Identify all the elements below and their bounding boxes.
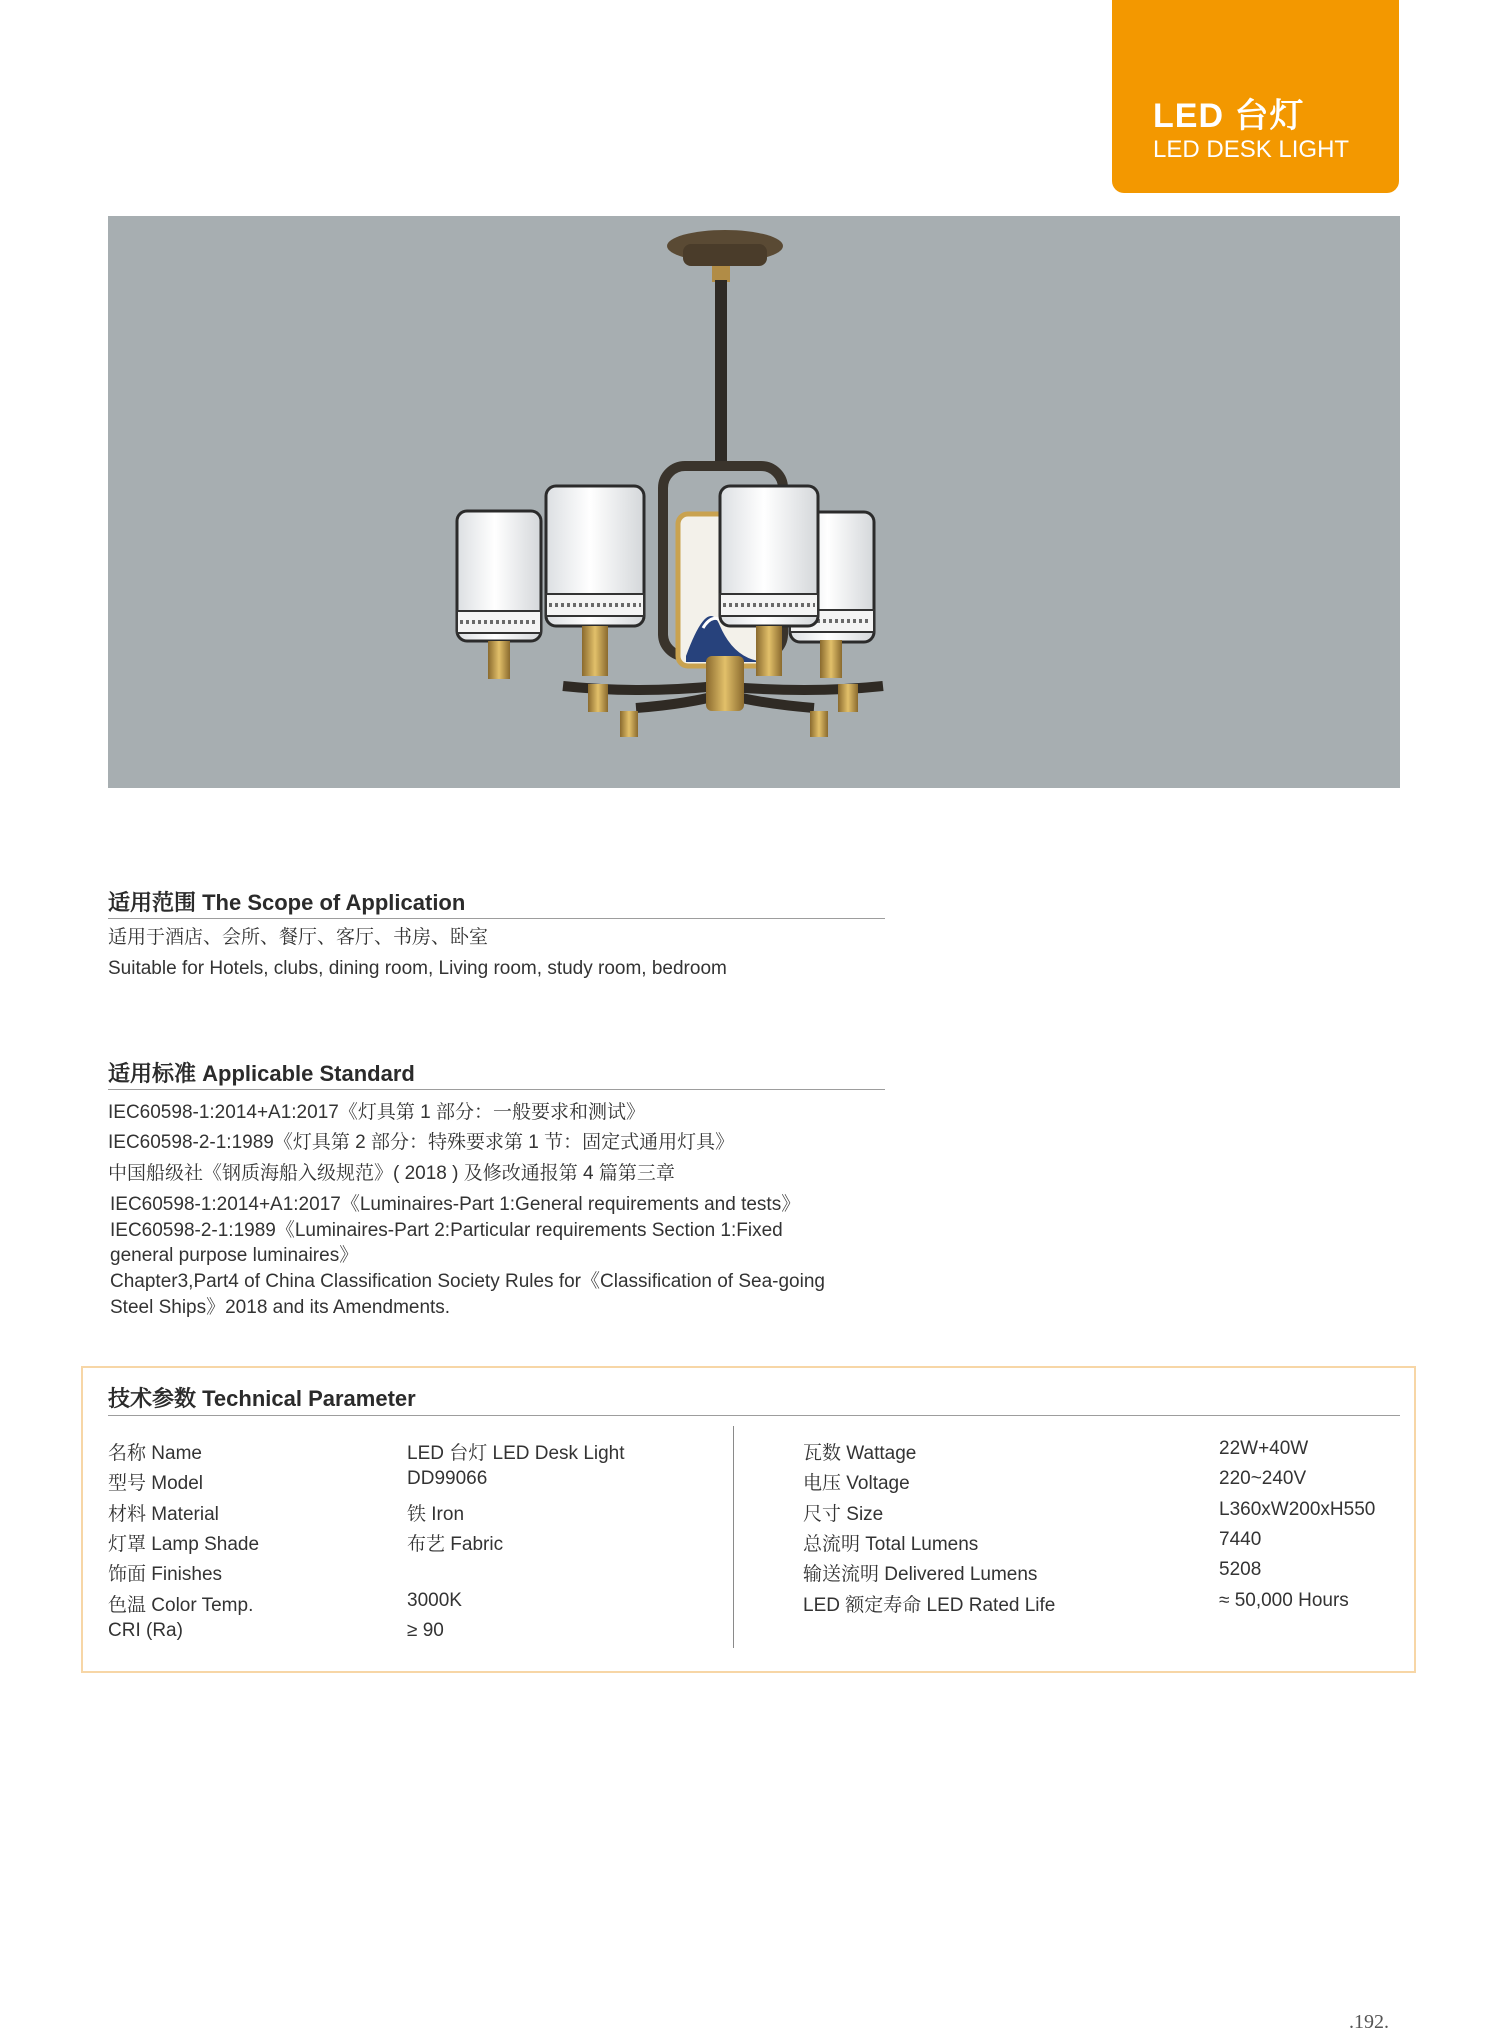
param-value: DD99066: [407, 1468, 488, 1489]
category-title-en: LED DESK LIGHT: [1153, 136, 1350, 163]
param-value: 3000K: [407, 1590, 462, 1611]
param-label: 色温 Color Temp.: [108, 1595, 254, 1616]
param-value: L360xW200xH550: [1219, 1499, 1376, 1520]
standard-title: 适用标准 Applicable Standard: [108, 1061, 415, 1086]
standard-line: IEC60598-1:2014+A1:2017《Luminaires-Part 1:General requirements and tests》: [110, 1194, 801, 1215]
param-value: 5208: [1219, 1559, 1262, 1580]
param-label: 饰面 Finishes: [108, 1564, 223, 1585]
param-label: 总流明 Total Lumens: [803, 1534, 979, 1555]
scope-line-en: Suitable for Hotels, clubs, dining room, Living room, study room, bedroom: [108, 958, 727, 979]
scope-divider: [108, 918, 885, 919]
param-value: ≈ 50,000 Hours: [1219, 1590, 1349, 1611]
param-value: LED 台灯 LED Desk Light: [407, 1443, 625, 1464]
param-value: 7440: [1219, 1529, 1262, 1550]
param-label: 型号 Model: [108, 1473, 204, 1494]
standard-line: IEC60598-2-1:1989《灯具第 2 部分：特殊要求第 1 节：固定式通用灯具》: [108, 1132, 735, 1153]
param-label: 瓦数 Wattage: [803, 1443, 917, 1464]
page-number: .192.: [1349, 2011, 1389, 2033]
standard-divider: [108, 1089, 885, 1090]
standard-line: IEC60598-1:2014+A1:2017《灯具第 1 部分：一般要求和测试》: [108, 1102, 645, 1123]
standard-line: IEC60598-2-1:1989《Luminaires-Part 2:Particular requirements Section 1:Fixed: [110, 1220, 783, 1241]
param-value: ≥ 90: [407, 1620, 444, 1641]
param-label: LED 额定寿命 LED Rated Life: [803, 1595, 1056, 1616]
scope-title: 适用范围 The Scope of Application: [108, 890, 466, 915]
param-label: 尺寸 Size: [803, 1504, 884, 1525]
standard-line: Chapter3,Part4 of China Classification Society Rules for《Classification of Sea-going: [110, 1271, 825, 1292]
params-column-divider: [733, 1426, 734, 1648]
param-label: 灯罩 Lamp Shade: [108, 1534, 260, 1555]
params-title: 技术参数 Technical Parameter: [108, 1386, 416, 1411]
category-tab: [1112, 0, 1399, 193]
param-label: 电压 Voltage: [803, 1473, 910, 1494]
category-title-cn: LED 台灯: [1153, 97, 1305, 135]
params-divider: [108, 1415, 1400, 1416]
standard-line: 中国船级社《钢质海船入级规范》( 2018 ) 及修改通报第 4 篇第三章: [108, 1163, 675, 1184]
param-value: 铁 Iron: [407, 1504, 465, 1525]
scope-line-cn: 适用于酒店、会所、餐厅、客厅、书房、卧室: [108, 927, 489, 948]
param-label: 名称 Name: [108, 1443, 202, 1464]
product-photo: [108, 216, 1400, 788]
param-label: 材料 Material: [108, 1504, 219, 1525]
param-value: 布艺 Fabric: [407, 1534, 504, 1555]
standard-line: Steel Ships》2018 and its Amendments.: [110, 1297, 451, 1318]
standard-line: general purpose luminaires》: [110, 1245, 359, 1266]
param-label: 输送流明 Delivered Lumens: [803, 1564, 1038, 1585]
param-value: 22W+40W: [1219, 1438, 1309, 1459]
param-value: 220~240V: [1219, 1468, 1307, 1489]
param-label: CRI (Ra): [108, 1620, 183, 1641]
